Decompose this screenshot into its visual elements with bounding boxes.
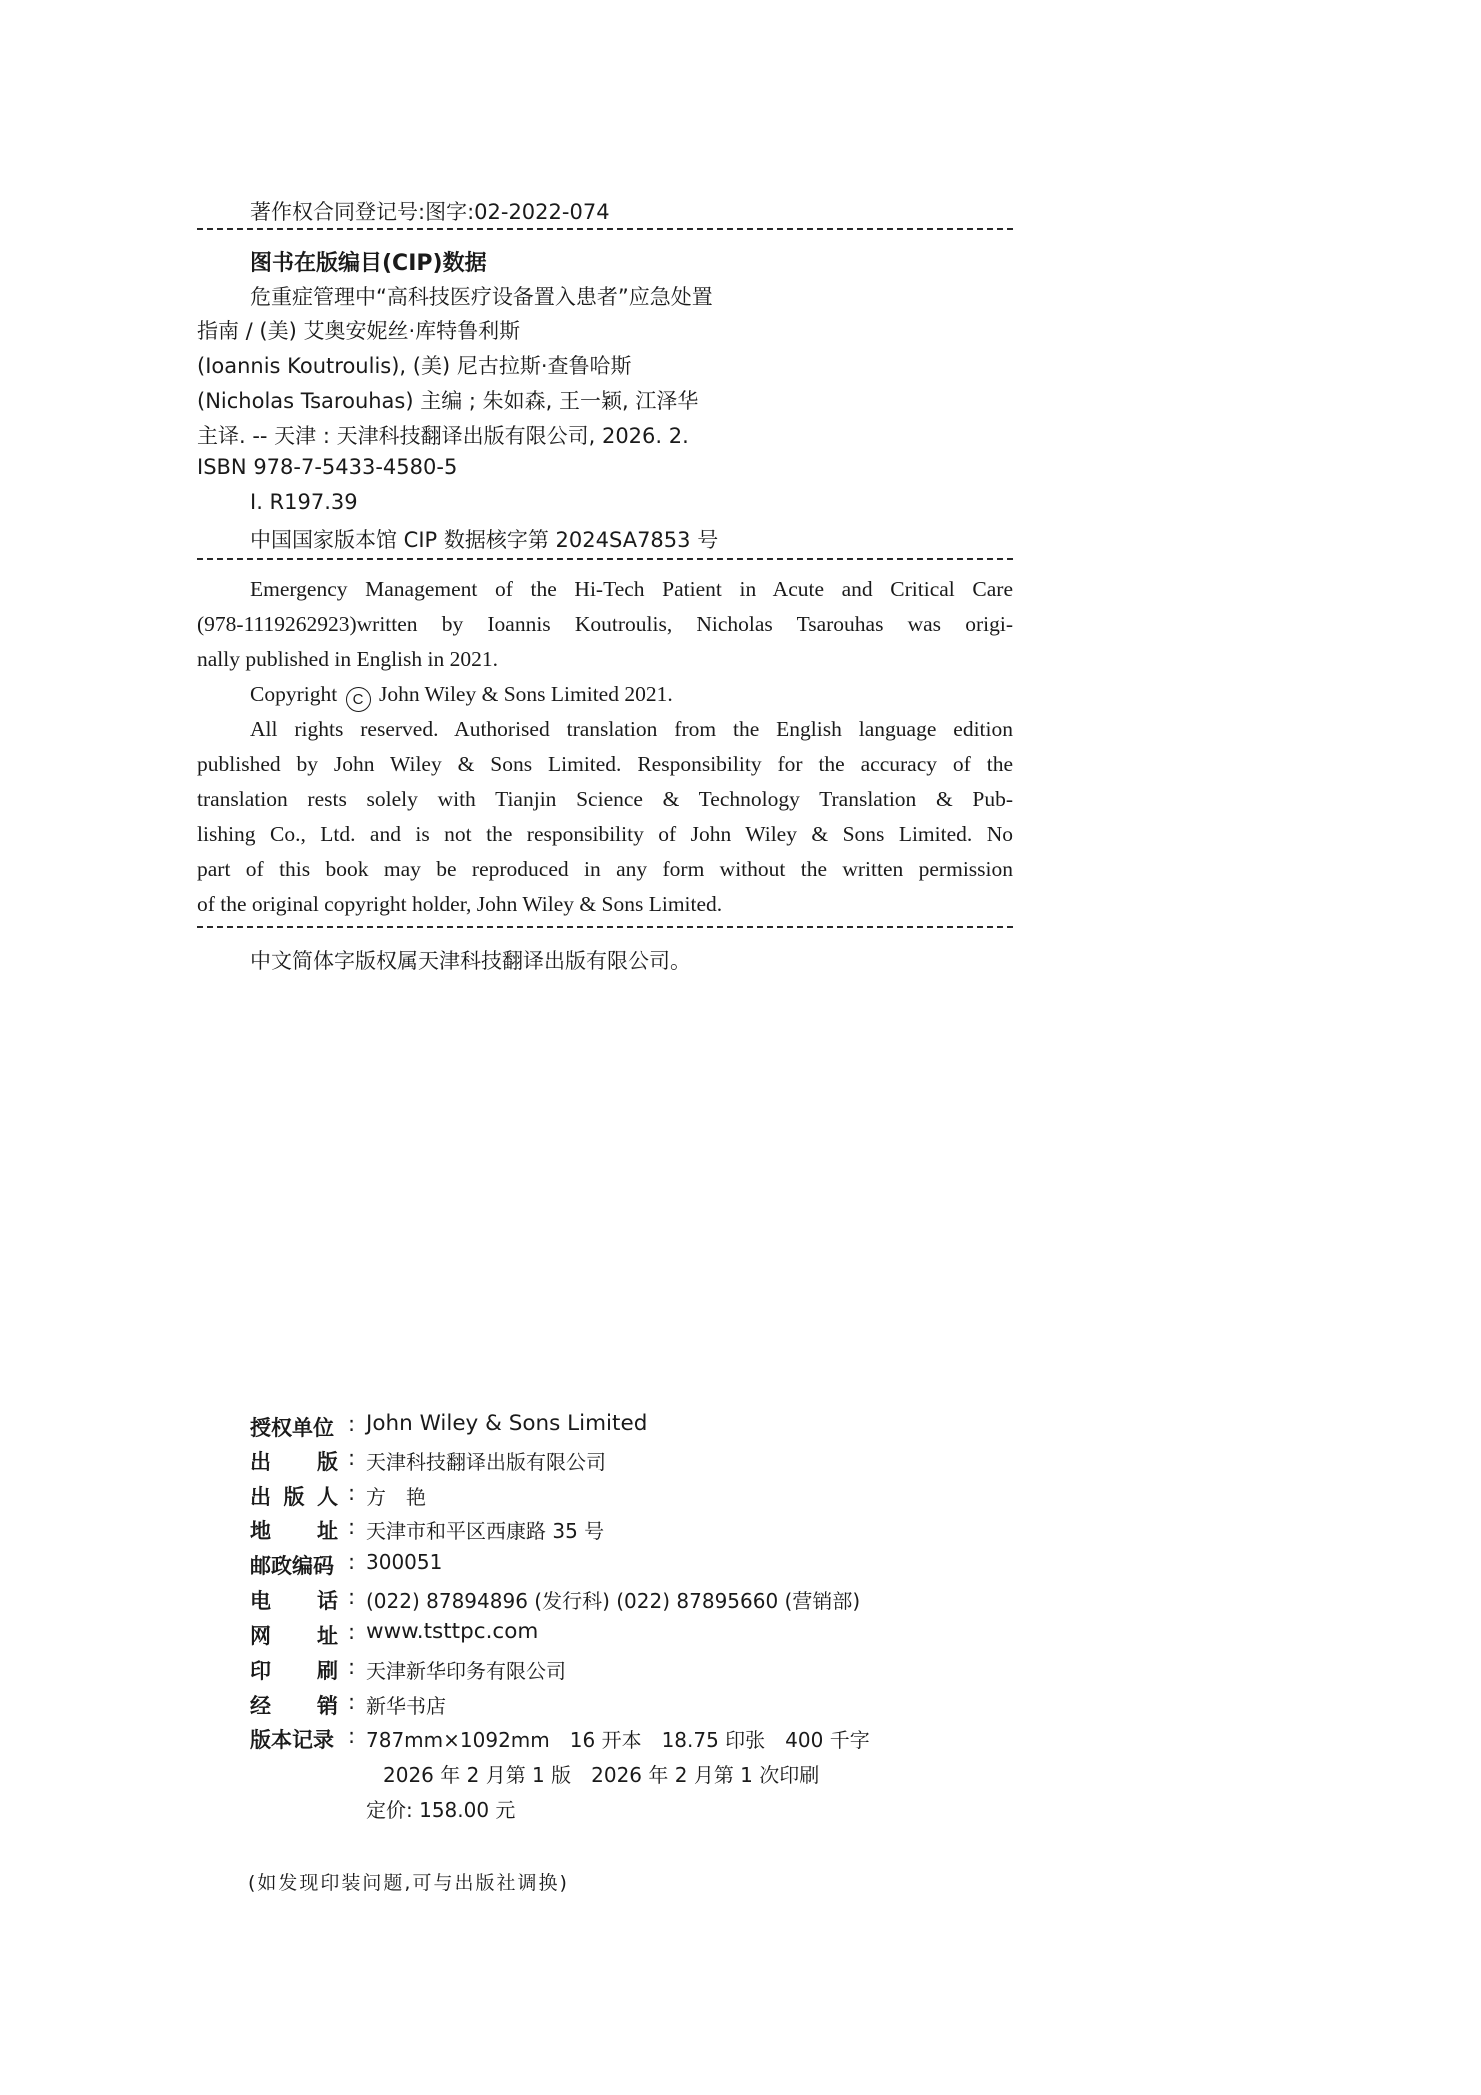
imprint-label-edition-record: 版本记录: [250, 1728, 334, 1752]
copyright-line: [250, 677, 673, 712]
imprint-label-website: 网 址: [250, 1624, 338, 1648]
cip-line: (Ioannis Koutroulis), (美) 尼古拉斯·查鲁哈斯: [197, 354, 632, 378]
imprint-value-distributor: 新华书店: [366, 1694, 446, 1718]
imprint-value-publisher-person: 方 艳: [366, 1485, 426, 1509]
english-notice-line: Emergency Management of the Hi-Tech Patient in Acute and Critical Care: [250, 577, 1013, 601]
imprint-value-website: www.tsttpc.com: [366, 1619, 539, 1644]
imprint-value-licensor: John Wiley & Sons Limited: [366, 1411, 648, 1436]
copyright-prefix: Copyright: [250, 682, 338, 706]
footer-note: (如发现印装问题,可与出版社调换): [248, 1872, 569, 1894]
divider: [197, 228, 1013, 230]
imprint-value-format: 787mm×1092mm 16 开本 18.75 印张 400 千字: [366, 1728, 870, 1752]
imprint-value-publisher: 天津科技翻译出版有限公司: [366, 1450, 606, 1474]
imprint-label-distributor: 经 销: [250, 1694, 338, 1718]
imprint-value-printer: 天津新华印务有限公司: [366, 1659, 566, 1683]
cip-line: 指南 / (美) 艾奥安妮丝·库特鲁利斯: [197, 319, 521, 343]
imprint-label-publisher-person: 出 版 人: [250, 1485, 338, 1509]
imprint-colon: :: [348, 1515, 356, 1539]
cip-line: 危重症管理中“高科技医疗设备置入患者”应急处置: [250, 285, 713, 309]
imprint-edition-line: 2026 年 2 月第 1 版 2026 年 2 月第 1 次印刷: [383, 1763, 820, 1787]
imprint-label-printer: 印 刷: [250, 1659, 338, 1683]
imprint-label-postcode: 邮政编码: [250, 1554, 334, 1578]
imprint-colon: :: [348, 1690, 356, 1714]
english-notice-line: lishing Co., Ltd. and is not the responsibility of John Wiley & Sons Limited. No: [197, 822, 1013, 846]
english-notice-line: published by John Wiley & Sons Limited. Responsibility for the accuracy of the: [197, 752, 1013, 776]
copyright-registration: 著作权合同登记号:图字:02-2022-074: [250, 200, 610, 224]
imprint-value-phone: (022) 87894896 (发行科) (022) 87895660 (营销部): [366, 1589, 861, 1613]
imprint-label-publisher: 出 版: [250, 1450, 338, 1474]
imprint-label-licensor: 授权单位: [250, 1416, 334, 1440]
imprint-colon: :: [348, 1724, 356, 1748]
imprint-colon: :: [348, 1446, 356, 1470]
english-notice-line: nally published in English in 2021.: [197, 647, 498, 671]
chinese-rights: 中文简体字版权属天津科技翻译出版有限公司。: [250, 949, 691, 973]
english-notice-line: All rights reserved. Authorised translation from the English language edition: [250, 717, 1013, 741]
imprint-colon: :: [348, 1655, 356, 1679]
cip-heading: 图书在版编目(CIP)数据: [250, 251, 487, 276]
imprint-colon: :: [348, 1550, 356, 1574]
cip-number: 中国国家版本馆 CIP 数据核字第 2024SA7853 号: [250, 528, 719, 552]
imprint-price: 定价: 158.00 元: [366, 1798, 516, 1822]
english-notice-line: part of this book may be reproduced in any form without the written permission: [197, 857, 1013, 881]
english-notice-line: (978-1119262923)written by Ioannis Koutroulis, Nicholas Tsarouhas was origi-: [197, 612, 1013, 636]
divider: [197, 558, 1013, 560]
english-notice-line: translation rests solely with Tianjin Science & Technology Translation & Pub-: [197, 787, 1013, 811]
imprint-colon: :: [348, 1481, 356, 1505]
divider: [197, 926, 1013, 928]
imprint-value-address: 天津市和平区西康路 35 号: [366, 1519, 605, 1543]
imprint-colon: :: [348, 1620, 356, 1644]
copyright-holder: John Wiley & Sons Limited 2021.: [378, 682, 673, 706]
imprint-value-postcode: 300051: [366, 1550, 443, 1574]
isbn: ISBN 978-7-5433-4580-5: [197, 455, 458, 479]
cip-line: (Nicholas Tsarouhas) 主编 ; 朱如森, 王一颖, 江泽华: [197, 389, 699, 413]
imprint-colon: :: [348, 1585, 356, 1609]
classification: Ⅰ. R197.39: [250, 490, 358, 514]
imprint-label-phone: 电 话: [250, 1589, 338, 1613]
imprint-colon: :: [348, 1412, 356, 1436]
imprint-label-address: 地 址: [250, 1519, 338, 1543]
english-notice-line: of the original copyright holder, John Wiley & Sons Limited.: [197, 892, 723, 916]
cip-line: 主译. -- 天津 : 天津科技翻译出版有限公司, 2026. 2.: [197, 424, 689, 448]
copyright-symbol-icon: C: [346, 687, 371, 712]
